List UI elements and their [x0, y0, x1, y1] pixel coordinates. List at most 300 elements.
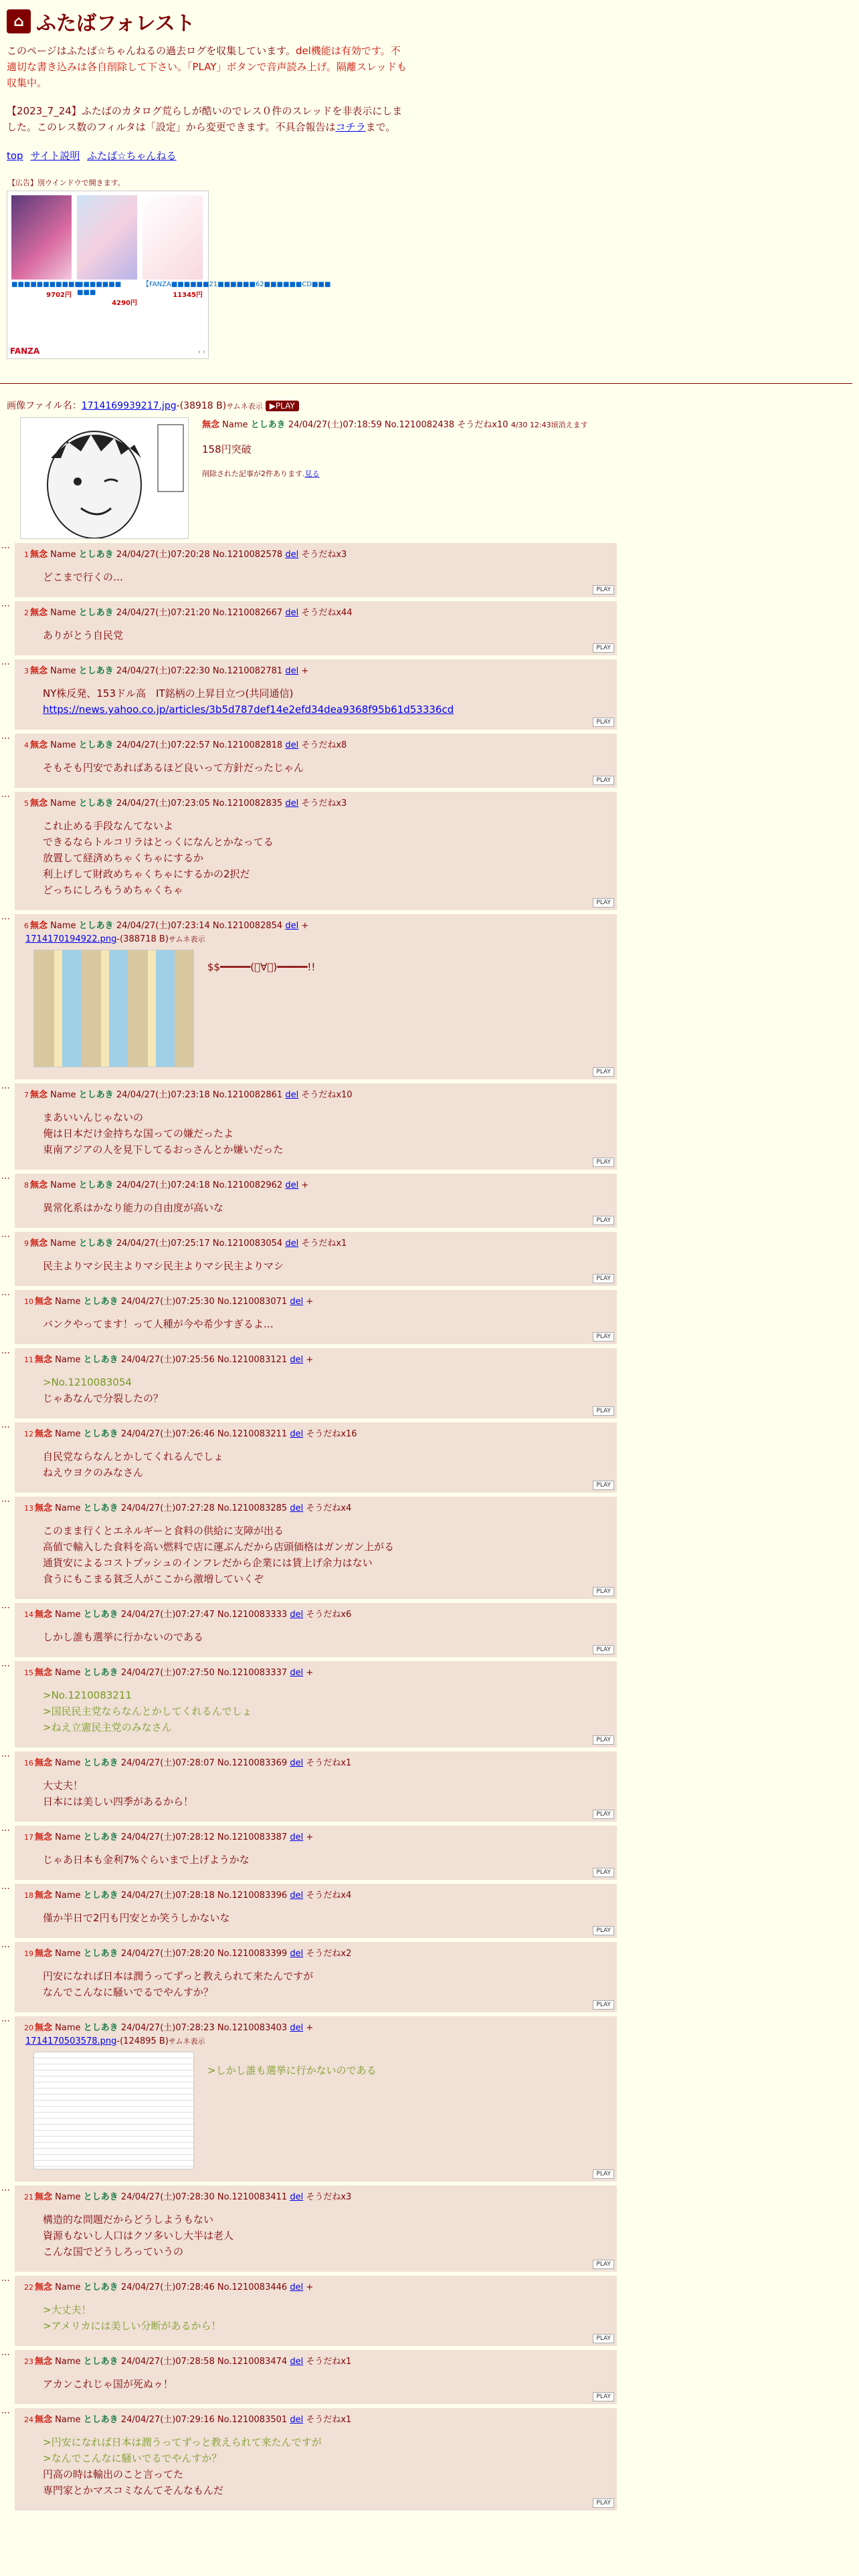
reply-index: 17 [24, 1833, 33, 1842]
reply-dots-icon[interactable]: ⋯ [1, 1497, 10, 1507]
reply-number[interactable]: No.1210083071 [217, 1297, 288, 1307]
soudane-button[interactable]: + [301, 921, 309, 931]
del-link[interactable]: del [290, 1832, 304, 1842]
reply-name-label: Name [55, 1610, 81, 1620]
play-button[interactable]: PLAY [593, 776, 614, 785]
body-line: 通貨安によるコストプッシュのインフレだから企業には賃上げ余力はない [43, 1557, 373, 1569]
reply-number[interactable]: No.1210082667 [212, 608, 283, 618]
del-link[interactable]: del [285, 798, 299, 809]
reply-header [24, 2189, 611, 2202]
del-link[interactable]: del [290, 2357, 304, 2367]
reply-number[interactable]: No.1210083396 [217, 1891, 288, 1901]
ad-image[interactable] [77, 195, 137, 280]
reply-name-label: Name [55, 1503, 81, 1513]
reply-name: としあき [83, 2192, 118, 2202]
play-button[interactable]: PLAY [593, 2498, 614, 2508]
play-button[interactable]: PLAY [593, 1216, 614, 1225]
reply-number[interactable]: No.1210082781 [212, 666, 283, 676]
del-link[interactable]: del [290, 1503, 304, 1513]
quote-line: >ねえ立憲民主党のみなさん [43, 1721, 172, 1733]
soudane-button[interactable]: そうだねx10 [301, 1090, 353, 1100]
del-link[interactable]: del [285, 740, 299, 750]
reply-dots-icon[interactable]: ⋯ [1, 2350, 10, 2360]
reply-header [24, 547, 611, 560]
reply-subject: 無念 [30, 666, 48, 676]
reply-number[interactable]: No.1210083403 [217, 2023, 288, 2033]
reply-name: としあき [78, 1180, 114, 1190]
reply-post [1, 601, 617, 655]
reply-index: 13 [24, 1504, 33, 1513]
reply-list [0, 543, 859, 2510]
reply-index: 16 [24, 1759, 33, 1767]
play-button[interactable]: PLAY [593, 2260, 614, 2269]
play-button[interactable]: PLAY [593, 1926, 614, 1935]
play-button[interactable]: PLAY [593, 2392, 614, 2401]
reply-number[interactable]: No.1210082578 [212, 550, 283, 560]
reply-dots-icon[interactable]: ⋯ [1, 1661, 10, 1671]
op-name: としあき [250, 420, 286, 430]
reply-datetime: 24/04/27(土)07:27:47 [120, 1610, 215, 1620]
reply-number[interactable]: No.1210083337 [217, 1668, 288, 1678]
reply-dots-icon[interactable]: ⋯ [1, 2016, 10, 2026]
op-number[interactable]: No.1210082438 [384, 420, 455, 430]
del-link[interactable]: del [290, 1610, 304, 1620]
reply-dots-icon[interactable]: ⋯ [1, 914, 10, 924]
reply-index: 12 [24, 1430, 33, 1438]
reply-image[interactable] [33, 950, 194, 1067]
reply-index: 22 [24, 2283, 33, 2292]
site-header [7, 7, 852, 36]
reply-post [1, 1290, 617, 1344]
site-logo-icon[interactable]: ⌂ [7, 9, 31, 33]
reply-datetime: 24/04/27(土)07:28:46 [120, 2282, 215, 2292]
reply-header [24, 1426, 611, 1439]
soudane-button[interactable]: + [306, 1668, 314, 1678]
del-link[interactable]: del [285, 1090, 299, 1100]
reply-header [24, 2280, 611, 2292]
reply-name-label: Name [55, 1758, 81, 1768]
reply-file-link[interactable]: 1714170194922.png [25, 934, 117, 944]
reply-name-label: Name [50, 740, 76, 750]
reply-header [24, 2354, 611, 2367]
body-line: こんな国でどうしろっていうの [43, 2246, 184, 2258]
reply-name: としあき [83, 1832, 118, 1842]
reply-post [1, 792, 617, 910]
reply-name: としあき [83, 2023, 118, 2033]
reply-name-label: Name [55, 1668, 81, 1678]
body-line: 構造的な問題だからどうしようもない [43, 2214, 214, 2226]
reply-index: 23 [24, 2357, 33, 2366]
del-link[interactable]: del [290, 2023, 304, 2033]
body-line: このまま行くとエネルギーと食料の供給に支障が出る [43, 1525, 284, 1537]
reply-dots-icon[interactable]: ⋯ [1, 1942, 10, 1952]
reply-file-link[interactable]: 1714170503578.png [25, 2036, 117, 2046]
del-link[interactable]: del [290, 2282, 304, 2292]
reply-image-message: >しかし誰も選挙に行かないのである [207, 2064, 377, 2076]
body-line: 大丈夫！ [43, 1780, 84, 1792]
play-button[interactable]: PLAY [593, 898, 614, 907]
ad-item-text[interactable]: ■■■■■■■■■■■ [11, 281, 81, 288]
play-button[interactable]: PLAY [593, 1810, 614, 1819]
play-button[interactable]: PLAY [593, 1735, 614, 1745]
del-link[interactable]: del [290, 1355, 304, 1365]
reply-name-label: Name [50, 608, 76, 618]
reply-dots-icon[interactable]: ⋯ [1, 2185, 10, 2195]
reply-header [24, 663, 611, 676]
ad-image[interactable] [142, 195, 203, 280]
op-thumb-toggle[interactable]: サムネ表示 [226, 402, 263, 411]
reply-datetime: 24/04/27(土)07:27:28 [120, 1503, 215, 1513]
body-line: どっちにしろもうめちゃくちゃ [43, 884, 183, 896]
del-link[interactable]: del [285, 550, 299, 560]
reply-datetime: 24/04/27(土)07:23:05 [116, 798, 210, 809]
soudane-button[interactable]: そうだねx44 [301, 608, 353, 618]
reply-dots-icon[interactable]: ⋯ [1, 659, 10, 669]
play-button[interactable]: PLAY [593, 643, 614, 653]
top-nav [7, 148, 852, 163]
reply-dots-icon[interactable]: ⋯ [1, 1083, 10, 1093]
ad-banner[interactable] [7, 191, 331, 359]
reply-datetime: 24/04/27(土)07:26:46 [120, 1429, 215, 1439]
reply-header [24, 1178, 611, 1190]
reply-dots-icon[interactable]: ⋯ [1, 2408, 10, 2418]
soudane-button[interactable]: そうだねx16 [306, 1429, 357, 1439]
reply-dots-icon[interactable]: ⋯ [1, 1348, 10, 1358]
reply-name-label: Name [50, 550, 76, 560]
soudane-button[interactable]: そうだねx3 [301, 550, 347, 560]
play-button[interactable]: PLAY [593, 1067, 614, 1077]
reply-subject: 無念 [35, 1949, 53, 1959]
play-button[interactable]: PLAY [593, 1158, 614, 1167]
reply-link[interactable]: https://news.yahoo.co.jp/articles/3b5d787def14e2efd34dea9368f95b61d53336cd [43, 704, 454, 716]
play-button[interactable]: PLAY [593, 2000, 614, 2010]
reply-number[interactable]: No.1210083333 [217, 1610, 288, 1620]
reply-name: としあき [78, 1090, 114, 1100]
reply-index: 4 [24, 741, 29, 750]
play-button[interactable]: PLAY [593, 1868, 614, 1877]
soudane-button[interactable]: そうだねx6 [306, 1610, 352, 1620]
play-button[interactable]: PLAY [593, 585, 614, 595]
del-link[interactable]: del [290, 1758, 304, 1768]
op-show-link[interactable]: 見る [304, 469, 320, 478]
reply-thumb-toggle[interactable]: サムネ表示 [168, 935, 205, 944]
reply-datetime: 24/04/27(土)07:22:30 [116, 666, 210, 676]
reply-thumb-toggle[interactable]: サムネ表示 [168, 2037, 205, 2046]
reply-dots-icon[interactable]: ⋯ [1, 1884, 10, 1894]
reply-file-line [25, 2036, 611, 2046]
reply-subject: 無念 [35, 1355, 53, 1365]
ad-image[interactable] [11, 195, 72, 280]
body-line: 異常化系はかなり能力の自由度が高いな [43, 1202, 224, 1214]
soudane-button[interactable]: そうだねx1 [306, 2357, 352, 2367]
body-line: ありがとう自民党 [43, 629, 124, 641]
reply-dots-icon[interactable]: ⋯ [1, 734, 10, 744]
reply-subject: 無念 [30, 1239, 48, 1249]
reply-body [43, 1200, 611, 1216]
reply-post [1, 1348, 617, 1418]
soudane-button[interactable]: + [306, 1297, 314, 1307]
reply-post [1, 1174, 617, 1228]
reply-dots-icon[interactable]: ⋯ [1, 601, 10, 611]
reply-number[interactable]: No.1210082861 [212, 1090, 283, 1100]
nav-futaba-link[interactable]: ふたば☆ちゃんねる [87, 150, 177, 162]
reply-dots-icon[interactable]: ⋯ [1, 1826, 10, 1836]
reply-number[interactable]: No.1210083369 [217, 1758, 288, 1768]
reply-number[interactable]: No.1210083399 [217, 1949, 288, 1959]
reply-name-label: Name [55, 2192, 81, 2202]
reply-name-label: Name [55, 1355, 81, 1365]
reply-name: としあき [83, 2357, 118, 2367]
reply-post [1, 734, 617, 788]
soudane-button[interactable]: + [306, 2282, 314, 2292]
intro-warning: del機能は有効です。不適切な書き込みは各自削除して下さい。「PLAY」ボタンで音声読み上げ。隔離スレッドも収集中。 [7, 45, 407, 89]
reply-index: 21 [24, 2193, 33, 2202]
reply-name: としあき [83, 1297, 118, 1307]
del-link[interactable]: del [290, 2192, 304, 2202]
op-deleted-note [202, 468, 588, 479]
reply-index: 15 [24, 1669, 33, 1677]
reply-index: 14 [24, 1610, 33, 1619]
reply-index: 24 [24, 2416, 33, 2424]
reply-number[interactable]: No.1210083387 [217, 1832, 288, 1842]
reply-number[interactable]: No.1210083211 [217, 1429, 288, 1439]
reply-number[interactable]: No.1210083411 [217, 2192, 288, 2202]
play-button[interactable]: PLAY [593, 2169, 614, 2179]
reply-body [43, 1374, 611, 1406]
reply-number[interactable]: No.1210082818 [212, 740, 283, 750]
reply-dots-icon[interactable]: ⋯ [1, 543, 10, 553]
notice-link[interactable]: コチラ [335, 121, 366, 133]
reply-number[interactable]: No.1210082835 [212, 798, 283, 809]
del-link[interactable]: del [285, 921, 299, 931]
soudane-button[interactable]: そうだねx8 [301, 740, 347, 750]
soudane-button[interactable]: + [301, 666, 309, 676]
reply-name: としあき [83, 1355, 118, 1365]
reply-file-size: -(124895 B) [116, 2036, 169, 2046]
reply-name-label: Name [55, 2415, 81, 2425]
reply-dots-icon[interactable]: ⋯ [1, 792, 10, 802]
play-button[interactable]: PLAY [593, 1645, 614, 1654]
reply-subject: 無念 [30, 1090, 48, 1100]
reply-name-label: Name [50, 798, 76, 809]
op-deleted-text: 削除された記事が2件あります. [202, 469, 305, 478]
reply-dots-icon[interactable]: ⋯ [1, 2276, 10, 2286]
reply-subject: 無念 [35, 1832, 53, 1842]
reply-header [24, 796, 611, 809]
reply-name: としあき [78, 666, 114, 676]
reply-name-label: Name [55, 1429, 81, 1439]
reply-name: としあき [78, 1239, 114, 1249]
del-link[interactable]: del [285, 608, 299, 618]
soudane-button[interactable]: + [306, 2023, 314, 2033]
body-line: NY株反発、153ドル高 IT銘柄の上昇目立つ(共同通信) [43, 687, 294, 700]
soudane-button[interactable]: そうだねx3 [301, 798, 347, 809]
body-line: 食うにもこまる貧乏人がここから激増していくぞ [43, 1573, 264, 1585]
notice-main: 【2023_7_24】ふたばのカタログ荒らしが酷いのでレス０件のスレッドを非表示にしました。このレス数のフィルタは「設定」から変更できます。不具合報告は [7, 105, 403, 133]
reply-post [1, 1751, 617, 1822]
ad-brand[interactable]: FANZA [10, 346, 40, 356]
op-file-line [7, 399, 852, 412]
reply-datetime: 24/04/27(土)07:28:20 [120, 1949, 215, 1959]
reply-index: 5 [24, 799, 29, 808]
soudane-button[interactable]: そうだねx2 [306, 1949, 352, 1959]
reply-body [43, 1109, 611, 1158]
reply-dots-icon[interactable]: ⋯ [1, 1290, 10, 1300]
reply-index: 20 [24, 2024, 33, 2032]
del-link[interactable]: del [290, 1429, 304, 1439]
del-link[interactable]: del [285, 666, 299, 676]
site-title: ふたばフォレスト [36, 12, 195, 35]
reply-post [1, 2408, 617, 2510]
reply-post [1, 2185, 617, 2272]
reply-name: としあき [78, 550, 114, 560]
reply-post [1, 659, 617, 730]
op-manga-illustration [21, 418, 188, 538]
body-line: 僅か半日で2円も円安とか笑うしかないな [43, 1912, 230, 1924]
reply-subject: 無念 [30, 1180, 48, 1190]
reply-datetime: 24/04/27(土)07:29:16 [120, 2415, 215, 2425]
reply-header [24, 1352, 611, 1365]
nav-top-link[interactable]: top [7, 150, 23, 162]
play-button[interactable]: PLAY [593, 1587, 614, 1596]
reply-file-line [25, 934, 611, 944]
reply-image[interactable] [33, 2052, 194, 2169]
quote-line: >アメリカには美しい分断があるから！ [43, 2320, 221, 2332]
play-button[interactable]: PLAY [593, 1406, 614, 1416]
soudane-button[interactable]: そうだねx3 [306, 2192, 352, 2202]
op-datetime: 24/04/27(土)07:18:59 [288, 420, 382, 430]
reply-name-label: Name [55, 2282, 81, 2292]
del-link[interactable]: del [290, 1891, 304, 1901]
op-expire: 4/30 12:43頃消えます [510, 421, 588, 429]
op-name-label: Name [222, 420, 248, 430]
reply-header [24, 1946, 611, 1959]
reply-post [1, 2276, 617, 2346]
ad-item[interactable] [11, 195, 81, 299]
reply-index: 3 [24, 667, 29, 675]
ad-item[interactable] [77, 195, 137, 307]
reply-body [43, 569, 611, 585]
reply-name-label: Name [55, 2023, 81, 2033]
reply-number[interactable]: No.1210082962 [212, 1180, 283, 1190]
reply-post [1, 2350, 617, 2404]
reply-name: としあき [83, 2282, 118, 2292]
reply-number[interactable]: No.1210083446 [217, 2282, 288, 2292]
del-link[interactable]: del [290, 2415, 304, 2425]
body-line: 民主よりマシ民主よりマシ民主よりマシ民主よりマシ [43, 1260, 284, 1272]
reply-body [43, 818, 611, 898]
reply-name: としあき [83, 1610, 118, 1620]
op-file-link[interactable]: 1714169939217.jpg [81, 401, 177, 411]
body-line: 資源もないし人口はクソ多いし大半は老人 [43, 2230, 234, 2242]
ad-nav-arrows[interactable]: ‹ › [197, 348, 205, 356]
play-button[interactable]: PLAY [593, 2334, 614, 2343]
reply-index: 10 [24, 1297, 33, 1306]
reply-body [43, 2434, 611, 2498]
reply-post [1, 1603, 617, 1657]
reply-name-label: Name [50, 666, 76, 676]
reply-dots-icon[interactable]: ⋯ [1, 1422, 10, 1432]
body-line: 自民党ならなんとかしてくれるんでしょ [43, 1451, 224, 1463]
op-file-label: 画像ファイル名： [7, 401, 82, 411]
soudane-button[interactable]: そうだねx1 [301, 1239, 347, 1249]
reply-number[interactable]: No.1210083054 [212, 1239, 283, 1249]
body-line: 日本には美しい四季があるから！ [43, 1796, 194, 1808]
soudane-button[interactable]: + [301, 1180, 309, 1190]
reply-post [1, 1884, 617, 1938]
body-line: しかし誰も選挙に行かないのである [43, 1631, 204, 1643]
reply-number[interactable]: No.1210083121 [217, 1355, 288, 1365]
intro-text [7, 43, 408, 91]
reply-datetime: 24/04/27(土)07:28:58 [120, 2357, 215, 2367]
ad-item-text[interactable]: 【FANZA■■■■■■21■■■■■■62■■■■■■CD■■■ [142, 281, 331, 288]
del-link[interactable]: del [290, 1949, 304, 1959]
reply-name-label: Name [55, 2357, 81, 2367]
reply-dots-icon[interactable]: ⋯ [1, 1232, 10, 1242]
play-button[interactable]: PLAY [593, 718, 614, 727]
soudane-button[interactable]: + [306, 1355, 314, 1365]
reply-dots-icon[interactable]: ⋯ [1, 1174, 10, 1184]
ad-item-price: 4290円 [112, 300, 137, 307]
play-button[interactable]: PLAY [593, 1274, 614, 1283]
ad-item-price: 11345円 [173, 292, 203, 299]
soudane-button[interactable]: そうだねx4 [306, 1503, 352, 1513]
del-link[interactable]: del [285, 1239, 299, 1249]
del-link[interactable]: del [285, 1180, 299, 1190]
reply-name-label: Name [50, 1090, 76, 1100]
reply-subject: 無念 [35, 1668, 53, 1678]
soudane-button[interactable]: + [306, 1832, 314, 1842]
op-soudane[interactable]: そうだねx10 [457, 420, 508, 430]
body-line: 俺は日本だけ金持ちな国っての嫌だったよ [43, 1128, 234, 1140]
intro-main: このページはふたば☆ちゃんねるの過去ログを収集しています。 [7, 45, 296, 57]
reply-datetime: 24/04/27(土)07:28:12 [120, 1832, 215, 1842]
body-line: アカンこれじゃ国が死ぬゥ！ [43, 2378, 173, 2390]
reply-dots-icon[interactable]: ⋯ [1, 1751, 10, 1761]
soudane-button[interactable]: そうだねx1 [306, 2415, 352, 2425]
reply-name: としあき [83, 1668, 118, 1678]
reply-number[interactable]: No.1210083285 [217, 1503, 288, 1513]
nav-about-link[interactable]: サイト説明 [30, 150, 80, 162]
play-button[interactable]: PLAY [593, 1481, 614, 1490]
reply-subject: 無念 [35, 1297, 53, 1307]
reply-post [1, 1826, 617, 1880]
reply-dots-icon[interactable]: ⋯ [1, 1603, 10, 1613]
body-line: 円高の時は輸出のこと言ってた [43, 2468, 184, 2480]
reply-index: 1 [24, 550, 29, 559]
ad-item-text[interactable]: ■■■■■■■ ■■■ [77, 281, 122, 296]
soudane-button[interactable]: そうだねx4 [306, 1891, 352, 1901]
op-play-button[interactable]: ▶PLAY [266, 401, 299, 411]
ad-item[interactable] [142, 195, 331, 299]
soudane-button[interactable]: そうだねx1 [306, 1758, 352, 1768]
reply-body [43, 1523, 611, 1587]
reply-number[interactable]: No.1210083474 [217, 2357, 288, 2367]
reply-number[interactable]: No.1210083501 [217, 2415, 288, 2425]
del-link[interactable]: del [290, 1668, 304, 1678]
reply-number[interactable]: No.1210082854 [212, 921, 283, 931]
reply-body [43, 1258, 611, 1274]
reply-name-label: Name [55, 1891, 81, 1901]
op-subject: 無念 [202, 420, 220, 430]
play-button[interactable]: PLAY [593, 1332, 614, 1341]
reply-post [1, 1083, 617, 1170]
body-line: できるならトルコリラはとっくになんとかなってる [43, 836, 274, 848]
del-link[interactable]: del [290, 1297, 304, 1307]
op-image[interactable] [20, 417, 189, 539]
reply-name: としあき [83, 1949, 118, 1959]
reply-subject: 無念 [30, 798, 48, 809]
